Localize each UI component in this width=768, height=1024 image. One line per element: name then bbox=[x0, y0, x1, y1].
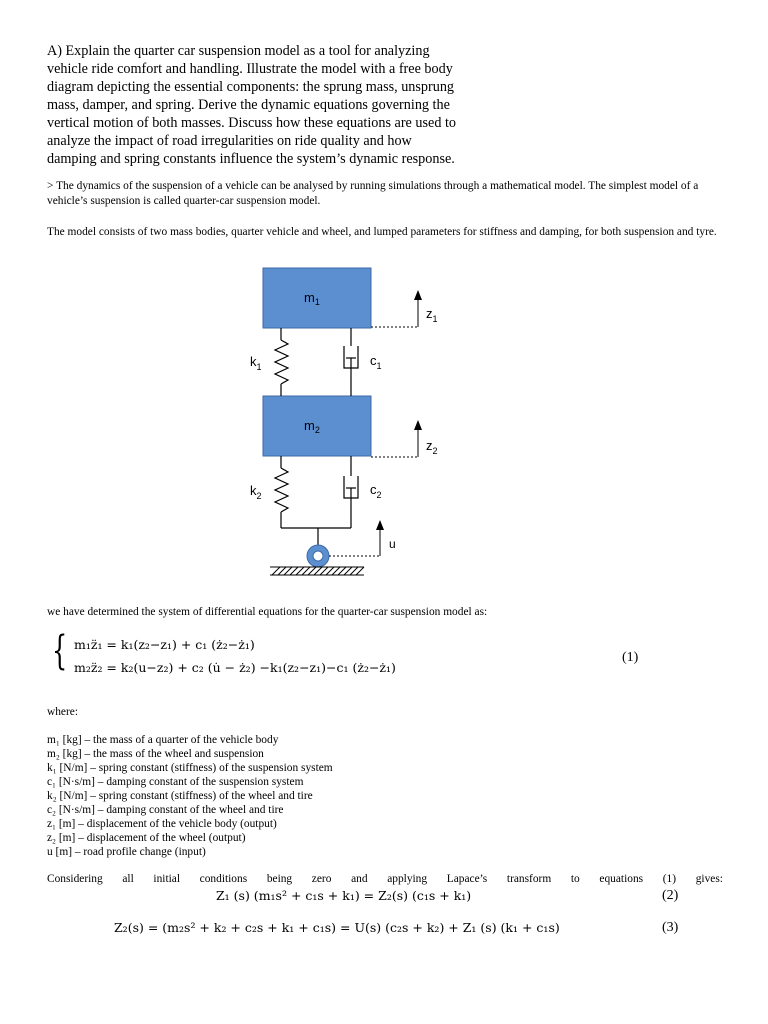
list-item: k₂ [N/m] – spring constant (stiffness) of the wheel and tire bbox=[47, 790, 313, 802]
c2-label: $c_2$ bbox=[370, 482, 382, 500]
list-item: m₂ [kg] – the mass of the wheel and suspension bbox=[47, 748, 264, 760]
model-paragraph: The model consists of two mass bodies, quarter vehicle and wheel, and lumped parameters for stiffness and damping, for both suspension and tyre. bbox=[47, 226, 717, 238]
list-item: u [m] – road profile change (input) bbox=[47, 846, 206, 858]
question-text bbox=[47, 42, 507, 168]
word: being bbox=[266, 873, 293, 885]
question-line: analyze the impact of road irregularities on ride quality and how bbox=[47, 133, 412, 149]
spring-k2 bbox=[275, 456, 288, 528]
equation-2-number: (2) bbox=[662, 888, 679, 903]
m1-label: $m_1$ bbox=[304, 290, 320, 307]
question-line: damping and spring constants influence the system’s dynamic response. bbox=[47, 151, 455, 167]
equation-1-line-2: m₂z̈₂ = k₂(u−z₂) + c₂ (u̇ − ż₂) −k₁(z₂−z₁)−c₁ (ż₂−ż₁) bbox=[74, 660, 396, 675]
question-line: diagram depicting the essential components: the sprung mass, unsprung bbox=[47, 79, 455, 95]
z1-arrow-icon bbox=[371, 290, 422, 327]
word: Considering bbox=[47, 873, 103, 885]
z1-label: $z_1$ bbox=[426, 306, 438, 324]
definitions-list bbox=[47, 733, 333, 859]
question-line: vehicle ride comfort and handling. Illustrate the model with a free body bbox=[47, 61, 453, 77]
quarter-car-diagram bbox=[240, 262, 460, 587]
word: (1) bbox=[662, 873, 677, 885]
u-arrow-icon bbox=[329, 520, 384, 556]
word: and bbox=[351, 873, 368, 885]
z2-label: $z_2$ bbox=[426, 438, 438, 456]
word: conditions bbox=[199, 873, 248, 885]
u-label: u bbox=[389, 537, 396, 551]
where-label: where: bbox=[47, 706, 78, 718]
ground-hatch bbox=[270, 567, 364, 575]
word: equations bbox=[599, 873, 644, 885]
question-line: A) Explain the quarter car suspension model as a tool for analyzing bbox=[47, 43, 430, 59]
word: applying bbox=[387, 873, 428, 885]
wheel-link bbox=[281, 528, 351, 546]
list-item: z₁ [m] – displacement of the vehicle body (output) bbox=[47, 818, 277, 830]
z2-arrow-icon bbox=[371, 420, 422, 457]
list-item: z₂ [m] – displacement of the wheel (output) bbox=[47, 832, 246, 844]
list-item: k₁ [N/m] – spring constant (stiffness) of the suspension system bbox=[47, 762, 333, 774]
intro-paragraph: > The dynamics of the suspension of a vehicle can be analysed by running simulations through a mathematical model. The simplest model of a vehicle’s suspension is called quarter-car suspension model. bbox=[47, 180, 699, 207]
damper-c1 bbox=[344, 328, 358, 396]
word: transform bbox=[506, 873, 552, 885]
question-line: mass, damper, and spring. Derive the dynamic equations governing the bbox=[47, 97, 450, 113]
c1-label: $c_1$ bbox=[370, 353, 382, 371]
list-item: c₁ [N·s/m] – damping constant of the suspension system bbox=[47, 776, 304, 788]
word: zero bbox=[311, 873, 332, 885]
equation-1-line-1: m₁z̈₁ = k₁(z₂−z₁) + c₁ (ż₂−ż₁) bbox=[74, 637, 255, 652]
k1-label: $k_1$ bbox=[250, 354, 262, 372]
left-brace: { bbox=[52, 628, 68, 674]
damper-c2 bbox=[344, 456, 358, 528]
question-line: vertical motion of both masses. Discuss how these equations are used to bbox=[47, 115, 456, 131]
equation-3: Z₂(s) = (m₂s² + k₂ + c₂s + k₁ + c₁s) = U(s) (c₂s + k₂) + Z₁ (s) (k₁ + c₁s) bbox=[114, 920, 560, 935]
laplace-sentence bbox=[47, 873, 723, 885]
list-item: m₁ [kg] – the mass of a quarter of the vehicle body bbox=[47, 734, 279, 746]
equation-1-number: (1) bbox=[622, 650, 639, 665]
word: gives: bbox=[695, 873, 723, 885]
word: all bbox=[122, 873, 134, 885]
word: initial bbox=[153, 873, 180, 885]
word: to bbox=[570, 873, 580, 885]
k2-label: $k_2$ bbox=[250, 483, 262, 501]
spring-k1 bbox=[275, 328, 288, 396]
equations-intro: we have determined the system of differential equations for the quarter-car suspension model as: bbox=[47, 606, 488, 618]
word: Lapace’s bbox=[446, 873, 488, 885]
equation-system-1 bbox=[52, 628, 652, 681]
list-item: c₂ [N·s/m] – damping constant of the wheel and tire bbox=[47, 804, 284, 816]
equation-3-number: (3) bbox=[662, 920, 679, 935]
m2-label: $m_2$ bbox=[304, 418, 320, 435]
equation-2: Z₁ (s) (m₁s² + c₁s + k₁) = Z₂(s) (c₁s + k₁) bbox=[216, 888, 472, 903]
